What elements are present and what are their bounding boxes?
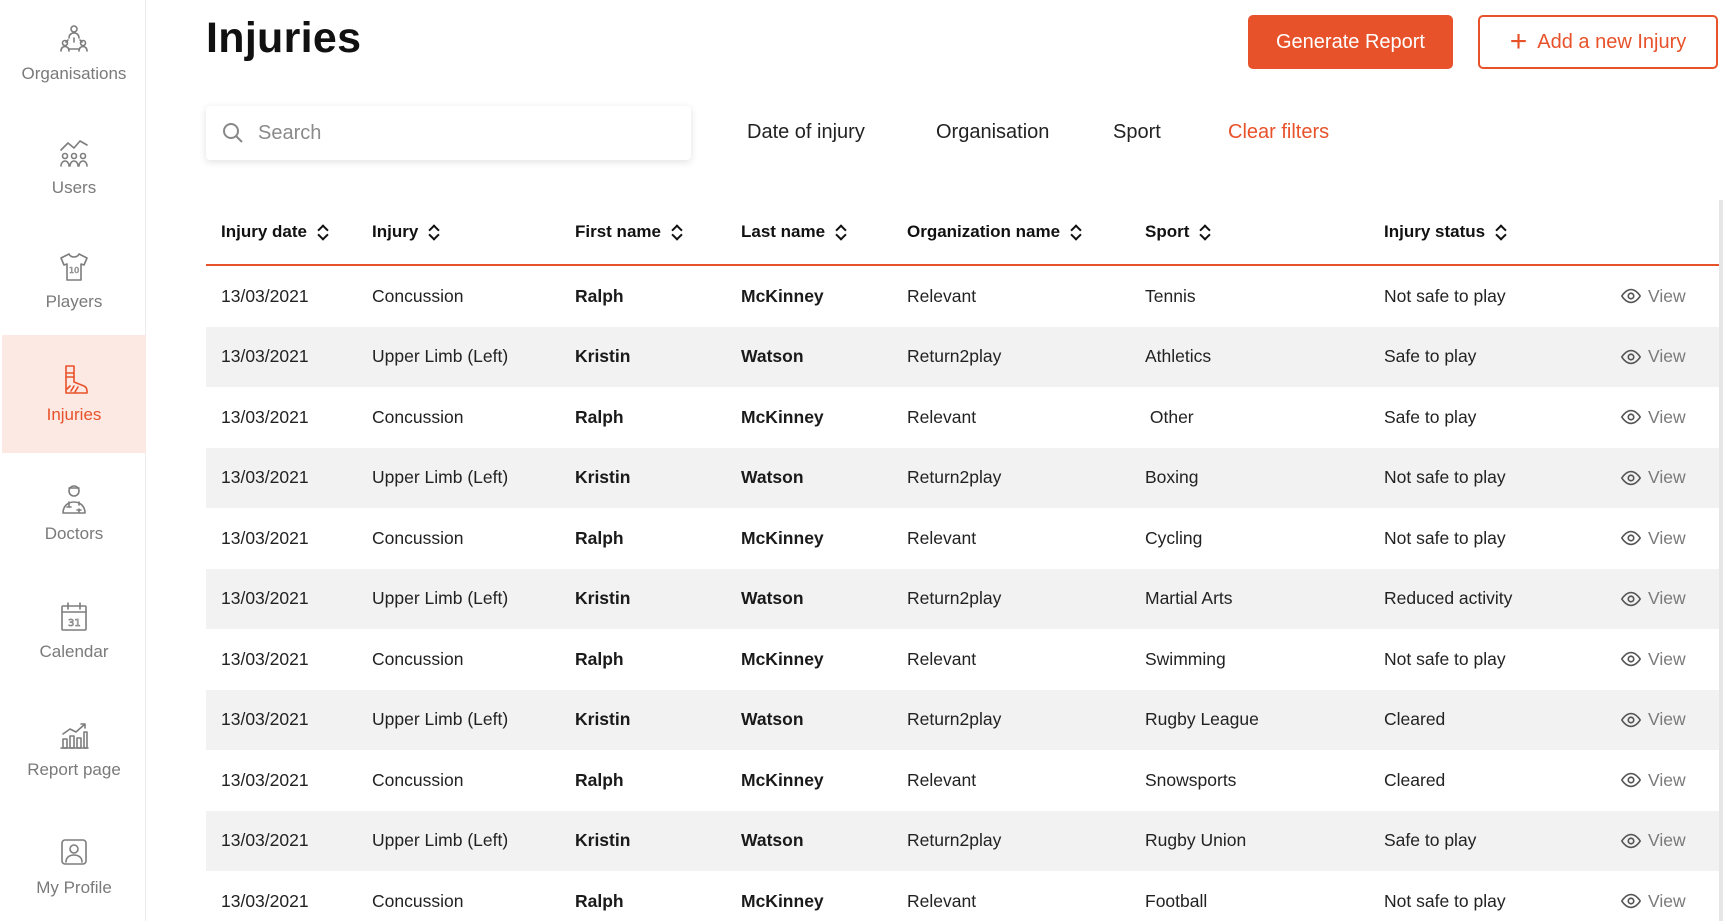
cell-organization: Relevant bbox=[907, 527, 977, 548]
eye-icon bbox=[1620, 709, 1642, 731]
sort-icon bbox=[428, 224, 440, 240]
cell-injury: Concussion bbox=[372, 527, 464, 548]
column-label: Sport bbox=[1145, 222, 1190, 241]
column-header-first-name[interactable] bbox=[575, 222, 741, 242]
cell-last-name: Watson bbox=[741, 830, 804, 851]
eye-icon bbox=[1620, 406, 1642, 428]
view-button[interactable] bbox=[1620, 467, 1723, 489]
cell-organization: Return2play bbox=[907, 346, 1002, 367]
cell-injury-status: Cleared bbox=[1384, 769, 1446, 790]
table-row bbox=[206, 448, 1723, 509]
cell-last-name: McKinney bbox=[741, 527, 824, 548]
report-chart-icon bbox=[57, 718, 91, 752]
cell-sport: Swimming bbox=[1145, 648, 1226, 669]
cell-sport: Football bbox=[1145, 890, 1208, 911]
cell-injury: Upper Limb (Left) bbox=[372, 467, 509, 488]
profile-icon bbox=[57, 836, 91, 870]
cell-sport: Snowsports bbox=[1145, 769, 1237, 790]
view-label: View bbox=[1648, 406, 1686, 427]
view-label: View bbox=[1648, 709, 1686, 730]
cell-first-name: Ralph bbox=[575, 406, 624, 427]
view-button[interactable] bbox=[1620, 285, 1723, 307]
cell-injury: Upper Limb (Left) bbox=[372, 709, 509, 730]
cell-last-name: Watson bbox=[741, 467, 804, 488]
view-button[interactable] bbox=[1620, 769, 1723, 791]
cell-injury: Upper Limb (Left) bbox=[372, 830, 509, 851]
cell-first-name: Kristin bbox=[575, 588, 631, 609]
cell-injury-date: 13/03/2021 bbox=[221, 648, 309, 669]
eye-icon bbox=[1620, 527, 1642, 549]
sort-icon bbox=[835, 224, 847, 240]
sidebar-item-label: Doctors bbox=[44, 524, 104, 543]
column-header-injury-date[interactable] bbox=[206, 222, 372, 242]
filter-organisation[interactable]: Organisation bbox=[936, 121, 1050, 143]
cell-injury-date: 13/03/2021 bbox=[221, 588, 309, 609]
column-label: Injury date bbox=[221, 222, 307, 241]
cell-injury-date: 13/03/2021 bbox=[221, 830, 309, 851]
sidebar-item-doctors[interactable] bbox=[2, 454, 146, 572]
sidebar-item-users[interactable] bbox=[2, 108, 146, 226]
sidebar-item-my-profile[interactable] bbox=[2, 808, 146, 921]
cell-last-name: Watson bbox=[741, 709, 804, 730]
cell-organization: Relevant bbox=[907, 648, 977, 669]
eye-icon bbox=[1620, 890, 1642, 912]
clear-filters-link[interactable]: Clear filters bbox=[1228, 121, 1330, 143]
table-row bbox=[206, 811, 1723, 872]
cell-sport: Other bbox=[1145, 406, 1194, 427]
cell-injury-status: Safe to play bbox=[1384, 830, 1477, 851]
eye-icon bbox=[1620, 769, 1642, 791]
sidebar-item-injuries[interactable] bbox=[2, 335, 146, 453]
cell-first-name: Kristin bbox=[575, 830, 631, 851]
cell-injury: Concussion bbox=[372, 890, 464, 911]
column-label: First name bbox=[575, 222, 661, 241]
sidebar-item-label: My Profile bbox=[36, 878, 112, 897]
cell-last-name: Watson bbox=[741, 346, 804, 367]
table-row bbox=[206, 569, 1723, 630]
table-row bbox=[206, 871, 1723, 921]
cell-sport: Cycling bbox=[1145, 527, 1203, 548]
add-injury-label: Add a new Injury bbox=[1537, 30, 1687, 53]
table-scrollbar[interactable] bbox=[1719, 200, 1723, 921]
sort-icon bbox=[1070, 224, 1082, 240]
cell-injury-status: Cleared bbox=[1384, 709, 1446, 730]
cell-injury: Concussion bbox=[372, 406, 464, 427]
column-header-last-name[interactable] bbox=[741, 222, 907, 242]
cell-organization: Relevant bbox=[907, 285, 977, 306]
search-input[interactable] bbox=[258, 122, 658, 145]
sidebar-item-organisations[interactable] bbox=[2, 0, 146, 112]
cell-organization: Return2play bbox=[907, 830, 1002, 851]
eye-icon bbox=[1620, 285, 1642, 307]
cell-first-name: Ralph bbox=[575, 890, 624, 911]
cell-sport: Rugby Union bbox=[1145, 830, 1247, 851]
cell-last-name: McKinney bbox=[741, 406, 824, 427]
sidebar-item-label: Injuries bbox=[46, 405, 102, 424]
table-body bbox=[206, 266, 1723, 921]
page-title: Injuries bbox=[206, 14, 362, 62]
cell-injury-status: Not safe to play bbox=[1384, 467, 1506, 488]
cell-injury-date: 13/03/2021 bbox=[221, 709, 309, 730]
cell-injury: Upper Limb (Left) bbox=[372, 346, 509, 367]
view-button[interactable] bbox=[1620, 830, 1723, 852]
table-header bbox=[206, 200, 1723, 266]
table-row bbox=[206, 508, 1723, 569]
cell-organization: Relevant bbox=[907, 406, 977, 427]
cell-first-name: Kristin bbox=[575, 709, 631, 730]
view-label: View bbox=[1648, 285, 1686, 306]
table-row bbox=[206, 750, 1723, 811]
cell-first-name: Ralph bbox=[575, 648, 624, 669]
view-label: View bbox=[1648, 346, 1686, 367]
cell-injury: Concussion bbox=[372, 285, 464, 306]
column-header-organization-name[interactable] bbox=[907, 222, 1145, 242]
column-label: Organization name bbox=[907, 222, 1061, 241]
sidebar-item-label: Users bbox=[51, 178, 97, 197]
cell-last-name: McKinney bbox=[741, 890, 824, 911]
sidebar-item-report-page[interactable] bbox=[2, 690, 146, 808]
cell-injury: Upper Limb (Left) bbox=[372, 588, 509, 609]
cell-organization: Return2play bbox=[907, 709, 1002, 730]
users-icon bbox=[57, 136, 91, 170]
table-row bbox=[206, 387, 1723, 448]
eye-icon bbox=[1620, 588, 1642, 610]
cell-sport: Martial Arts bbox=[1145, 588, 1233, 609]
cell-organization: Return2play bbox=[907, 467, 1002, 488]
cell-injury-status: Reduced activity bbox=[1384, 588, 1513, 609]
injury-icon bbox=[57, 363, 91, 397]
column-label: Injury status bbox=[1384, 222, 1486, 241]
cell-sport: Tennis bbox=[1145, 285, 1196, 306]
sort-icon bbox=[1495, 224, 1507, 240]
cell-sport: Rugby League bbox=[1145, 709, 1259, 730]
cell-last-name: McKinney bbox=[741, 648, 824, 669]
sort-icon bbox=[1199, 224, 1211, 240]
calendar-date-glyph: 31 bbox=[68, 618, 81, 629]
cell-first-name: Ralph bbox=[575, 285, 624, 306]
column-header-injury-status[interactable] bbox=[1384, 222, 1620, 242]
cell-first-name: Ralph bbox=[575, 769, 624, 790]
cell-injury-date: 13/03/2021 bbox=[221, 285, 309, 306]
view-button[interactable] bbox=[1620, 890, 1723, 912]
table-row bbox=[206, 629, 1723, 690]
view-label: View bbox=[1648, 588, 1686, 609]
cell-injury: Concussion bbox=[372, 648, 464, 669]
cell-injury-date: 13/03/2021 bbox=[221, 769, 309, 790]
cell-organization: Relevant bbox=[907, 769, 977, 790]
view-label: View bbox=[1648, 769, 1686, 790]
cell-first-name: Kristin bbox=[575, 467, 631, 488]
cell-sport: Boxing bbox=[1145, 467, 1199, 488]
eye-icon bbox=[1620, 346, 1642, 368]
sidebar-item-players[interactable] bbox=[2, 222, 146, 340]
table-row bbox=[206, 327, 1723, 388]
injuries-table bbox=[206, 200, 1723, 921]
sort-icon bbox=[671, 224, 683, 240]
eye-icon bbox=[1620, 648, 1642, 670]
cell-first-name: Kristin bbox=[575, 346, 631, 367]
view-button[interactable] bbox=[1620, 346, 1723, 368]
column-label: Last name bbox=[741, 222, 826, 241]
view-button[interactable] bbox=[1620, 709, 1723, 731]
cell-injury-date: 13/03/2021 bbox=[221, 406, 309, 427]
generate-report-button[interactable]: Generate Report bbox=[1248, 15, 1453, 69]
sidebar-item-label: Calendar bbox=[39, 642, 109, 661]
column-header-injury[interactable] bbox=[372, 222, 575, 242]
view-button[interactable] bbox=[1620, 527, 1723, 549]
cell-last-name: McKinney bbox=[741, 769, 824, 790]
add-injury-button[interactable] bbox=[1478, 15, 1718, 69]
filter-date-of-injury[interactable]: Date of injury bbox=[747, 121, 865, 143]
doctor-icon bbox=[57, 482, 91, 516]
cell-injury-status: Not safe to play bbox=[1384, 527, 1506, 548]
eye-icon bbox=[1620, 467, 1642, 489]
table-row bbox=[206, 690, 1723, 751]
cell-injury-status: Safe to play bbox=[1384, 406, 1477, 427]
column-label: Injury bbox=[372, 222, 419, 241]
jersey-icon bbox=[57, 250, 91, 284]
view-label: View bbox=[1648, 648, 1686, 669]
view-button[interactable] bbox=[1620, 648, 1723, 670]
cell-injury-date: 13/03/2021 bbox=[221, 527, 309, 548]
cell-injury-status: Safe to play bbox=[1384, 346, 1477, 367]
search-box bbox=[206, 106, 691, 160]
cell-last-name: Watson bbox=[741, 588, 804, 609]
table-row bbox=[206, 266, 1723, 327]
organisations-icon bbox=[57, 22, 91, 56]
sort-icon bbox=[317, 224, 329, 240]
search-icon bbox=[222, 122, 244, 144]
calendar-icon bbox=[57, 600, 91, 634]
sidebar-item-label: Report page bbox=[27, 760, 121, 779]
cell-injury-date: 13/03/2021 bbox=[221, 467, 309, 488]
sidebar bbox=[0, 0, 146, 921]
view-label: View bbox=[1648, 527, 1686, 548]
cell-injury-status: Not safe to play bbox=[1384, 648, 1506, 669]
cell-injury-date: 13/03/2021 bbox=[221, 890, 309, 911]
cell-injury: Concussion bbox=[372, 769, 464, 790]
cell-injury-status: Not safe to play bbox=[1384, 890, 1506, 911]
cell-sport: Athletics bbox=[1145, 346, 1212, 367]
cell-organization: Return2play bbox=[907, 588, 1002, 609]
view-label: View bbox=[1648, 830, 1686, 851]
eye-icon bbox=[1620, 830, 1642, 852]
cell-first-name: Ralph bbox=[575, 527, 624, 548]
filter-sport[interactable]: Sport bbox=[1113, 121, 1161, 143]
cell-injury-date: 13/03/2021 bbox=[221, 346, 309, 367]
svg-text:10: 10 bbox=[69, 266, 80, 275]
cell-injury-status: Not safe to play bbox=[1384, 285, 1506, 306]
column-header-sport[interactable] bbox=[1145, 222, 1384, 242]
view-button[interactable] bbox=[1620, 406, 1723, 428]
cell-organization: Relevant bbox=[907, 890, 977, 911]
view-label: View bbox=[1648, 467, 1686, 488]
view-button[interactable] bbox=[1620, 588, 1723, 610]
cell-last-name: McKinney bbox=[741, 285, 824, 306]
view-label: View bbox=[1648, 890, 1686, 911]
plus-icon: + bbox=[1509, 25, 1528, 58]
sidebar-item-calendar[interactable] bbox=[2, 572, 146, 690]
sidebar-item-label: Organisations bbox=[21, 64, 127, 83]
sidebar-item-label: Players bbox=[45, 292, 103, 311]
